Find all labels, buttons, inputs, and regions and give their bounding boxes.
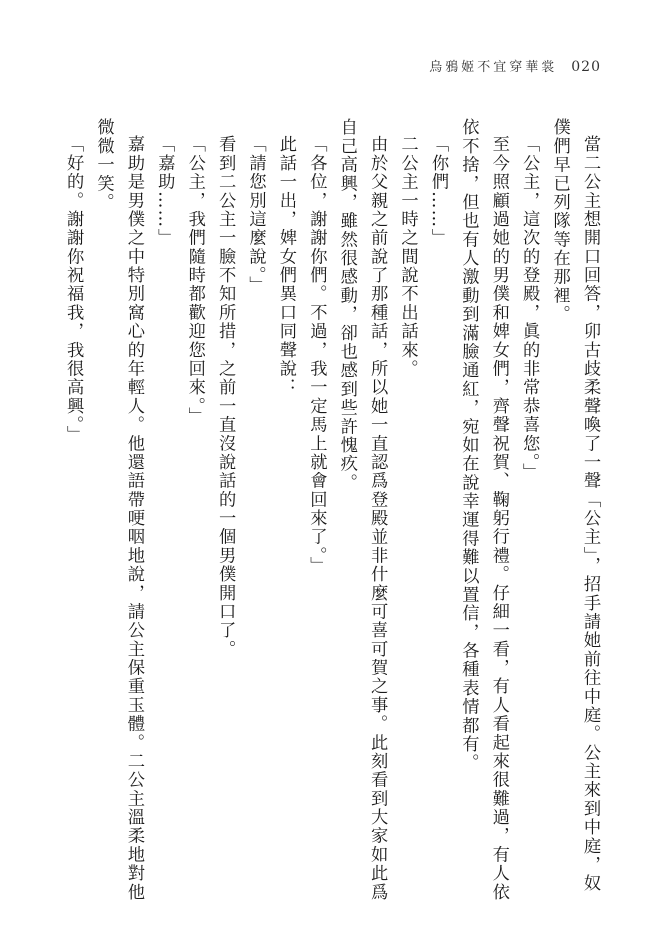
paragraph: 「好的。謝謝你祝福我，我很高興。」 — [63, 135, 84, 445]
paragraph: 「公主，我們隨時都歡迎您回來。」 — [184, 135, 205, 426]
page-number: 020 — [571, 59, 601, 75]
book-title-header: 烏鴉姬不宜穿華裳 — [429, 60, 558, 75]
paragraph: 由於父親之前說了那種話，所以她一直認爲登殿並非什麼可喜可賀之事。此刻看到大家如此爲自己高興，雖然很感動，卻也感到些許愧疚。 — [336, 118, 388, 902]
paragraph: 「你們……」 — [427, 135, 448, 248]
running-header — [429, 56, 601, 78]
paragraph: 當二公主想開口回答，卯古歧柔聲喚了一聲「公主」，招手請她前往中庭。公主來到中庭，奴僕們早已列隊等在那裡。 — [549, 118, 600, 893]
body-text — [63, 118, 605, 908]
paragraph: 至今照顧過她的男僕和婢女們，齊聲祝賀、鞠躬行禮。仔細一看，有人看起來很難過，有人依依不捨，但也有人激動到滿臉通紅，宛如在說幸運得難以置信，各種表情都有。 — [458, 118, 509, 902]
paragraph: 二公主一時之間說不出話來。 — [397, 135, 418, 379]
paragraph: 看到二公主一臉不知所措，之前一直沒說話的一個男僕開口了。 — [215, 135, 236, 659]
paragraph: 「嘉助……」 — [154, 135, 175, 248]
paragraph: 此話一出，婢女們異口同聲說： — [275, 135, 296, 397]
paragraph: 嘉助是男僕之中特別窩心的年輕人。他還語帶哽咽地說，請公主保重玉體。二公主溫柔地對他微微一笑。 — [93, 118, 144, 902]
paragraph: 「各位，謝謝你們。不過，我一定馬上就會回來了。」 — [306, 135, 327, 576]
paragraph: 「請您別這麼說。」 — [245, 135, 266, 295]
paragraph: 「公主，這次的登殿，眞的非常恭喜您。」 — [519, 135, 540, 482]
